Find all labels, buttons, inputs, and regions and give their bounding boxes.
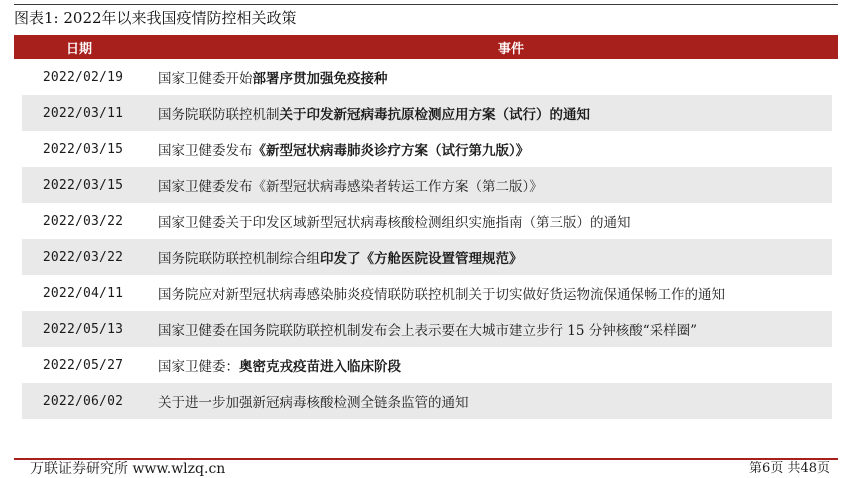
- figure-caption: 图表1: 2022年以来我国疫情防控相关政策: [14, 9, 297, 27]
- row-date: 2022/04/11: [42, 285, 124, 301]
- row-event: 国家卫健委：奥密克戎疫苗进入临床阶段: [158, 359, 401, 375]
- row-event: 国务院应对新型冠状病毒感染肺炎疫情联防联控机制关于切实做好货运物流保通保畅工作的通知: [158, 287, 725, 303]
- table-row: [22, 131, 832, 167]
- table-row: [22, 59, 832, 95]
- row-event: 国务院联防联控机制综合组印发了《方舱医院设置管理规范》: [158, 251, 523, 267]
- footer-source: 万联证券研究所 www.wlzq.cn: [30, 461, 226, 477]
- header-date: 日期: [65, 41, 92, 57]
- row-event: 国家卫健委开始部署序贯加强免疫接种: [158, 71, 388, 87]
- page-number: 第6页 共48页: [749, 461, 830, 476]
- row-event: 国务院联防联控机制关于印发新冠病毒抗原检测应用方案（试行）的通知: [158, 107, 590, 123]
- table-row: [22, 347, 832, 383]
- row-event: 国家卫健委关于印发区域新型冠状病毒核酸检测组织实施指南（第三版）的通知: [158, 215, 631, 231]
- table-row: [22, 167, 832, 203]
- row-event: 国家卫健委在国务院联防联控机制发布会上表示要在大城市建立步行 15 分钟核酸“采样圈”: [158, 323, 698, 339]
- header-event: 事件: [497, 41, 524, 57]
- row-event: 关于进一步加强新冠病毒核酸检测全链条监管的通知: [158, 395, 469, 411]
- table-row: [22, 275, 832, 311]
- table-row: [22, 95, 832, 131]
- row-date: 2022/03/11: [42, 105, 124, 121]
- row-event: 国家卫健委发布《新型冠状病毒肺炎诊疗方案（试行第九版）》: [158, 143, 530, 159]
- table-header: [14, 35, 838, 59]
- row-date: 2022/05/27: [42, 357, 124, 373]
- table-row: [22, 311, 832, 347]
- row-date: 2022/03/22: [42, 213, 124, 229]
- row-date: 2022/05/13: [42, 321, 124, 337]
- row-date: 2022/02/19: [42, 69, 124, 85]
- table-row: [22, 203, 832, 239]
- row-event: 国家卫健委发布《新型冠状病毒感染者转运工作方案（第二版）》: [158, 179, 543, 195]
- row-date: 2022/03/15: [42, 177, 124, 193]
- table-row: [22, 239, 832, 275]
- row-date: 2022/06/02: [42, 393, 124, 409]
- row-date: 2022/03/22: [42, 249, 124, 265]
- policy-table: [14, 35, 838, 419]
- top-rule: [14, 4, 838, 5]
- table-row: [22, 383, 832, 419]
- row-date: 2022/03/15: [42, 141, 124, 157]
